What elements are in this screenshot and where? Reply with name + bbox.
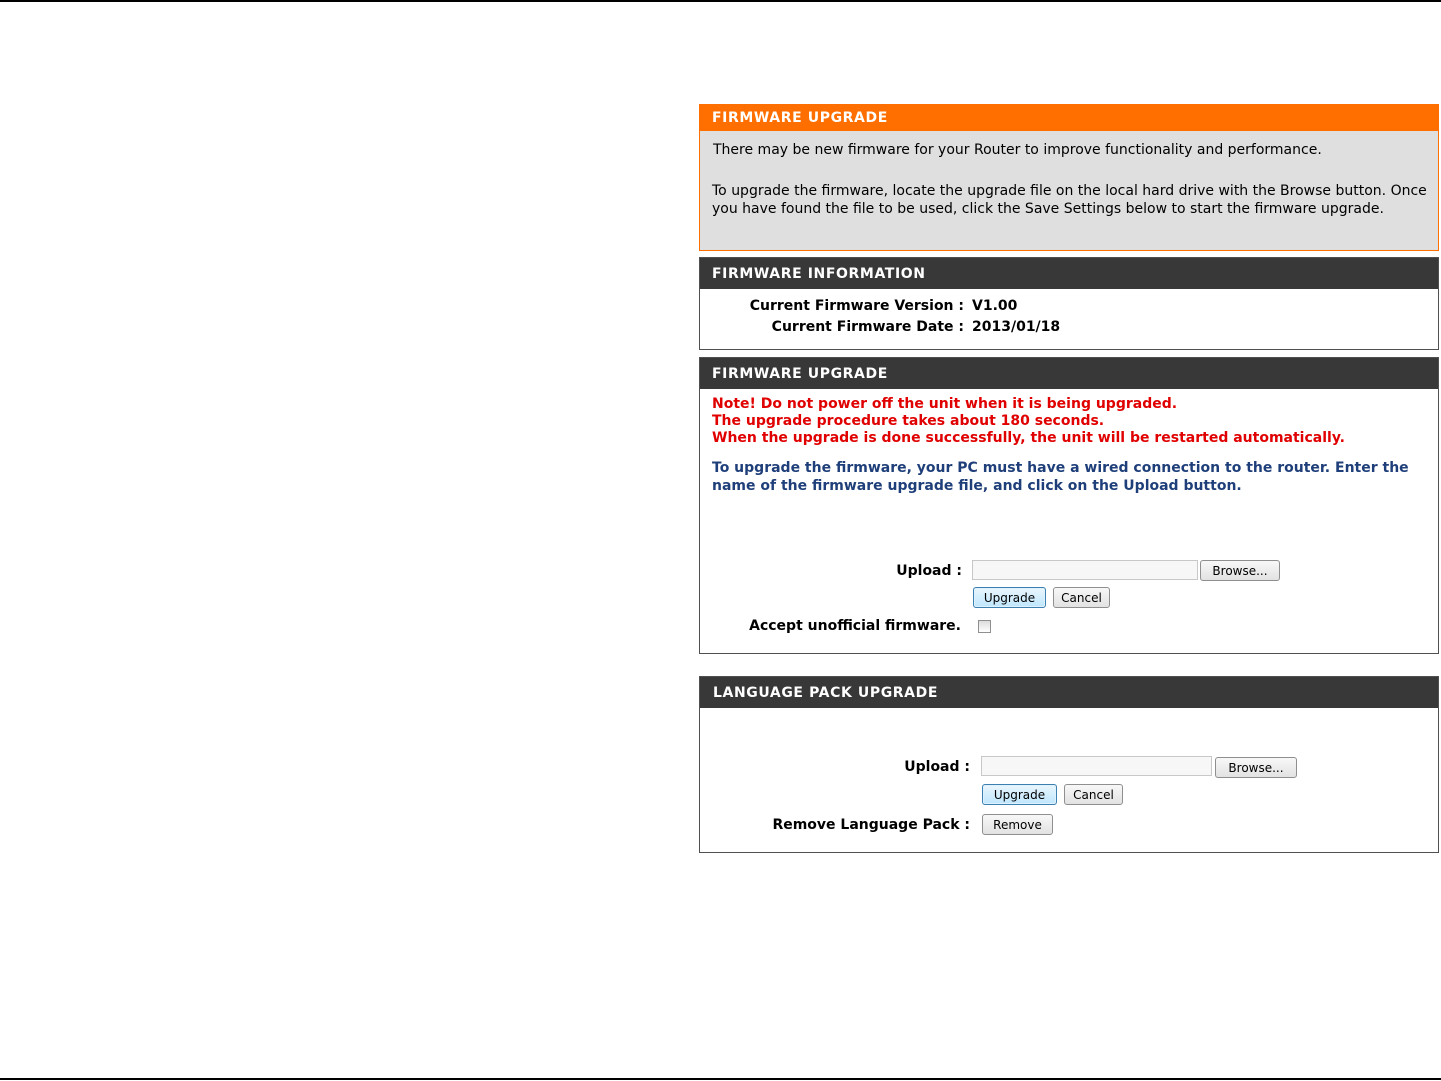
- upgrade-instructions: To upgrade the firmware, your PC must have a wired connection to the router. Enter the name of the firmware upgrade file, and click on the Upload button.: [712, 460, 1409, 494]
- accept-unofficial-checkbox[interactable]: [978, 620, 991, 633]
- language-pack-header: [700, 677, 1438, 708]
- firmware-upgrade-button[interactable]: Upgrade: [973, 587, 1046, 608]
- language-pack-panel: [699, 676, 1439, 853]
- firmware-date-label: Current Firmware Date :: [771, 319, 964, 335]
- intro-title: FIRMWARE UPGRADE: [712, 110, 888, 126]
- firmware-information-header: [700, 258, 1438, 289]
- firmware-upgrade-title: FIRMWARE UPGRADE: [712, 366, 888, 382]
- intro-text-1: There may be new firmware for your Router to improve functionality and performance.: [713, 142, 1322, 158]
- note-line: The upgrade procedure takes about 180 seconds.: [712, 413, 1105, 429]
- language-cancel-button[interactable]: Cancel: [1064, 784, 1123, 805]
- remove-language-pack-button[interactable]: Remove: [982, 814, 1053, 835]
- firmware-information-panel: [699, 257, 1439, 350]
- language-pack-title: LANGUAGE PACK UPGRADE: [713, 685, 938, 701]
- bottom-rule: [0, 1078, 1441, 1080]
- language-upload-label: Upload :: [904, 759, 970, 775]
- note-line: Note! Do not power off the unit when it is being upgraded.: [712, 396, 1178, 412]
- language-upgrade-button[interactable]: Upgrade: [982, 784, 1057, 805]
- remove-language-pack-label: Remove Language Pack :: [772, 817, 970, 833]
- firmware-browse-button[interactable]: Browse...: [1200, 560, 1280, 581]
- language-browse-button[interactable]: Browse...: [1215, 757, 1297, 778]
- accept-unofficial-label: Accept unofficial firmware.: [749, 618, 961, 634]
- intro-header: [700, 105, 1438, 131]
- firmware-upgrade-header: [700, 358, 1438, 389]
- firmware-upgrade-panel: [699, 357, 1439, 654]
- note-line: When the upgrade is done successfully, the unit will be restarted automatically.: [712, 430, 1345, 446]
- firmware-information-title: FIRMWARE INFORMATION: [712, 266, 926, 282]
- language-upload-input[interactable]: [981, 756, 1212, 776]
- firmware-upload-input[interactable]: [972, 560, 1198, 580]
- firmware-cancel-button[interactable]: Cancel: [1053, 587, 1110, 608]
- firmware-intro-panel: [699, 104, 1439, 251]
- firmware-date-value: 2013/01/18: [972, 319, 1061, 335]
- top-rule: [0, 0, 1441, 2]
- firmware-upload-label: Upload :: [896, 563, 962, 579]
- upgrade-warning-note: [712, 396, 1345, 447]
- firmware-version-value: V1.00: [972, 298, 1018, 314]
- firmware-version-label: Current Firmware Version :: [749, 298, 964, 314]
- intro-text-2: To upgrade the firmware, locate the upgrade file on the local hard drive with the Browse button. Once you have found the file to be used, click the Save Settings below to start the firmware upgrade.: [712, 183, 1427, 217]
